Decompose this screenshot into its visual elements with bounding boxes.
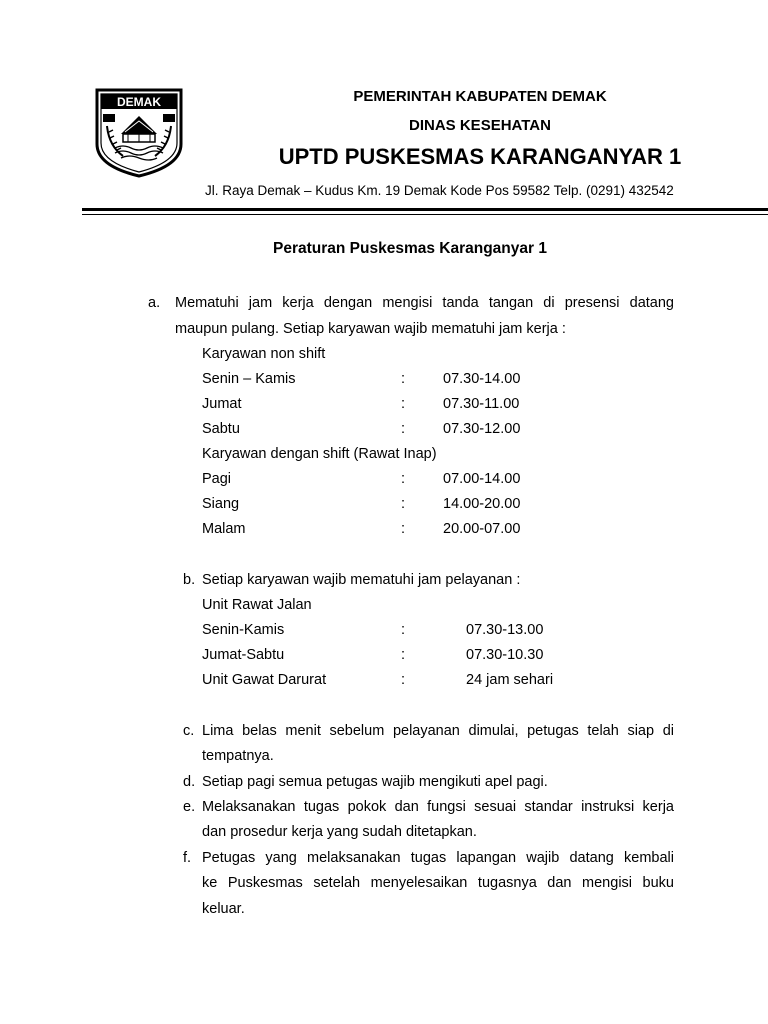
service-separator: : bbox=[401, 672, 406, 688]
section-b-marker: b. bbox=[183, 572, 196, 588]
group-non-shift: Karyawan non shift bbox=[202, 346, 326, 362]
service-value: 24 jam sehari bbox=[466, 672, 554, 688]
schedule-separator: : bbox=[401, 421, 406, 437]
schedule-label: Jumat bbox=[202, 396, 242, 412]
demak-logo-icon bbox=[93, 86, 185, 178]
service-label: Senin-Kamis bbox=[202, 622, 285, 638]
logo-text: DEMAK bbox=[117, 95, 161, 109]
section-e-marker: e. bbox=[183, 799, 196, 815]
schedule-label: Malam bbox=[202, 521, 246, 537]
section-f-marker: f. bbox=[183, 850, 192, 866]
service-label: Unit Gawat Darurat bbox=[202, 672, 327, 688]
schedule-label: Senin – Kamis bbox=[202, 371, 296, 387]
header-divider-thin bbox=[82, 214, 768, 215]
section-a-line1: Mematuhi jam kerja dengan mengisi tanda tangan di presensi datang bbox=[175, 295, 674, 311]
section-d-line1: Setiap pagi semua petugas wajib mengikuti apel pagi. bbox=[202, 774, 548, 790]
schedule-label: Siang bbox=[202, 496, 240, 512]
section-b-line1: Setiap karyawan wajib mematuhi jam pelayanan : bbox=[202, 572, 521, 588]
header-department: DINAS KESEHATAN bbox=[409, 117, 551, 134]
schedule-value: 07.30-12.00 bbox=[443, 421, 521, 437]
header-address: Jl. Raya Demak – Kudus Km. 19 Demak Kode Pos 59582 Telp. (0291) 432542 bbox=[205, 183, 674, 198]
schedule-separator: : bbox=[401, 371, 406, 387]
schedule-value: 20.00-07.00 bbox=[443, 521, 521, 537]
section-f-line3: keluar. bbox=[202, 901, 245, 917]
header-institution: UPTD PUSKESMAS KARANGANYAR 1 bbox=[278, 144, 682, 169]
schedule-separator: : bbox=[401, 521, 406, 537]
service-separator: : bbox=[401, 622, 406, 638]
section-e-line1: Melaksanakan tugas pokok dan fungsi sesuai standar instruksi kerja bbox=[202, 799, 674, 815]
section-f-line1: Petugas yang melaksanakan tugas lapangan wajib datang kembali bbox=[202, 850, 674, 866]
service-separator: : bbox=[401, 647, 406, 663]
section-e-line2: dan prosedur kerja yang sudah ditetapkan. bbox=[202, 824, 477, 840]
group-shift: Karyawan dengan shift (Rawat Inap) bbox=[202, 446, 437, 462]
group-outpatient: Unit Rawat Jalan bbox=[202, 597, 312, 613]
section-c-line2: tempatnya. bbox=[202, 748, 274, 764]
section-a-line2: maupun pulang. Setiap karyawan wajib mematuhi jam kerja : bbox=[175, 321, 566, 337]
service-value: 07.30-13.00 bbox=[466, 622, 544, 638]
section-d-marker: d. bbox=[183, 774, 196, 790]
section-c-line1: Lima belas menit sebelum pelayanan dimulai, petugas telah siap di bbox=[202, 723, 674, 739]
section-c-marker: c. bbox=[183, 723, 195, 739]
schedule-value: 07.30-14.00 bbox=[443, 371, 521, 387]
section-a-marker: a. bbox=[148, 295, 161, 311]
schedule-separator: : bbox=[401, 471, 406, 487]
schedule-label: Pagi bbox=[202, 471, 232, 487]
schedule-value: 14.00-20.00 bbox=[443, 496, 521, 512]
header-divider-thick bbox=[82, 208, 768, 211]
schedule-separator: : bbox=[401, 396, 406, 412]
schedule-label: Sabtu bbox=[202, 421, 240, 437]
service-label: Jumat-Sabtu bbox=[202, 647, 285, 663]
schedule-value: 07.30-11.00 bbox=[443, 396, 520, 412]
service-value: 07.30-10.30 bbox=[466, 647, 544, 663]
schedule-value: 07.00-14.00 bbox=[443, 471, 521, 487]
header-government: PEMERINTAH KABUPATEN DEMAK bbox=[353, 88, 607, 105]
section-f-line2: ke Puskesmas setelah menyelesaikan tugasnya dan mengisi buku bbox=[202, 875, 674, 891]
document-title: Peraturan Puskesmas Karanganyar 1 bbox=[273, 240, 547, 257]
schedule-separator: : bbox=[401, 496, 406, 512]
